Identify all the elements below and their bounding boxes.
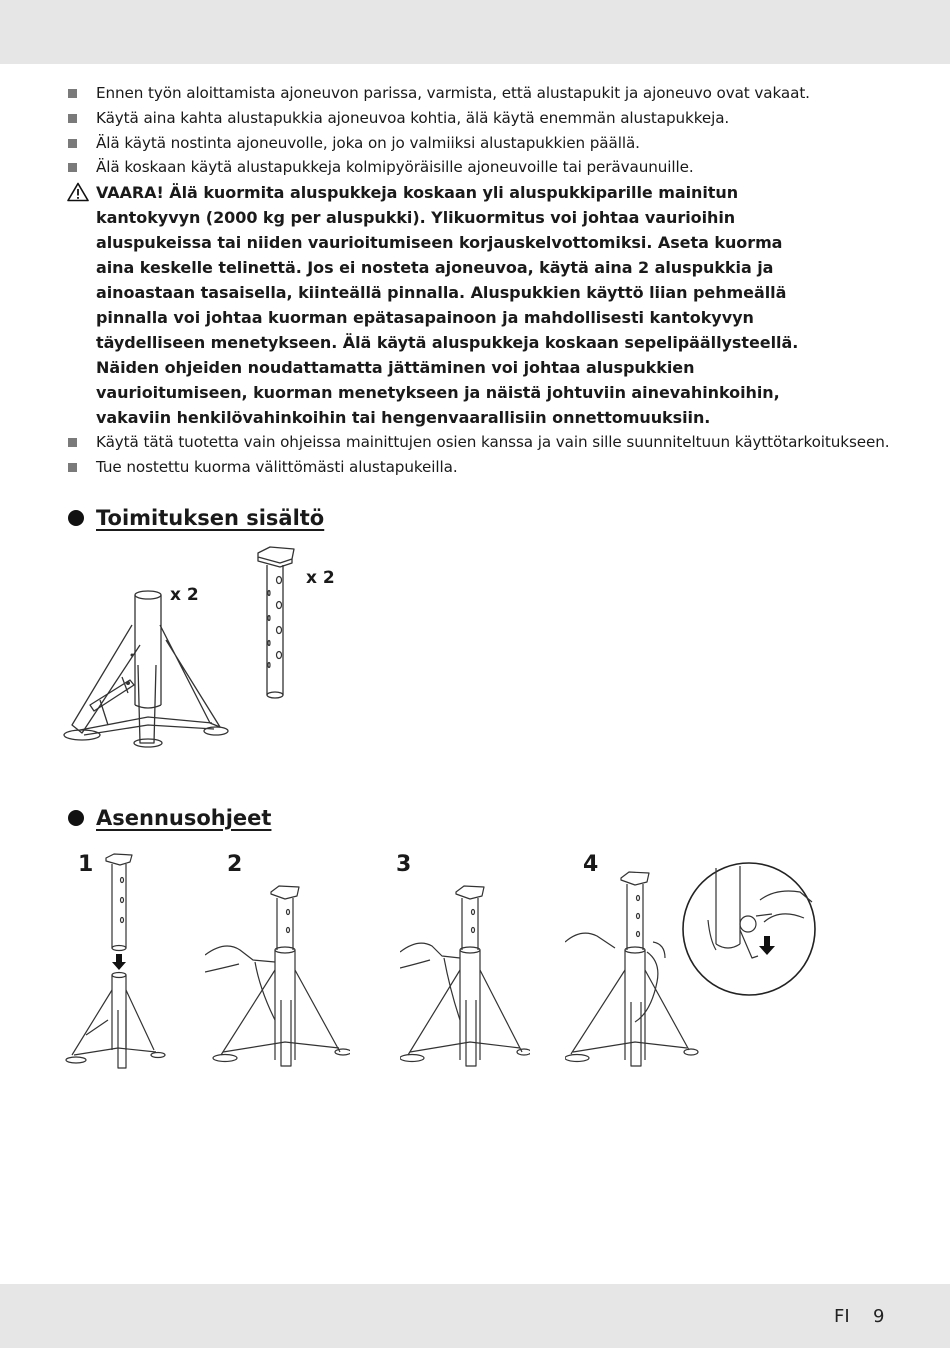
warning-line: aina keskelle telinettä. Jos ei nosteta ajoneuvoa, käytä aina 2 aluspukkia ja [96, 258, 774, 278]
warning-line: VAARA! Älä kuormita aluspukkeja koskaan yli aluspukkiparille mainitun [96, 183, 739, 203]
warning-line: pinnalla voi johtaa kuorman epätasapainoon ja mahdollisesti kantokyvyn [96, 308, 754, 328]
step-number: 3 [396, 852, 412, 877]
list-item: Tue nostettu kuorma välittömästi alustapukeilla. [68, 455, 898, 480]
warning-triangle-icon [67, 182, 89, 202]
section-heading-assembly [68, 806, 271, 830]
list-item: Ennen työn aloittamista ajoneuvon parissa, varmista, että alustapukit ja ajoneuvo ovat vakaat. [68, 81, 898, 106]
step-3-illustration [400, 880, 530, 1070]
list-item: Käytä aina kahta alustapukkia ajoneuvoa kohtia, älä käytä enemmän alustapukkeja. [68, 106, 898, 131]
bullet-square-icon [68, 139, 77, 148]
step-number: 4 [583, 852, 599, 877]
footer-band [0, 1284, 950, 1348]
section-title: Asennusohjeet [96, 806, 272, 830]
jack-stand-column-illustration [250, 545, 300, 705]
warning-line: vaurioitumiseen, kuorman menetykseen ja näistä johtuviin ainevahinkoihin, [96, 383, 780, 403]
jack-stand-base-illustration [60, 585, 230, 750]
bullet-square-icon [68, 163, 77, 172]
section-dot-icon [68, 510, 84, 526]
quantity-label: x 2 [306, 568, 335, 588]
list-item: Älä koskaan käytä alustapukkeja kolmipyöräisille ajoneuvoille tai perävaunuille. [68, 155, 898, 180]
language-code: FI [834, 1306, 850, 1327]
page-number: 9 [873, 1306, 885, 1327]
header-band [0, 0, 950, 64]
warning-line: ainoastaan tasaisella, kiinteällä pinnalla. Aluspukkien käyttö liian pehmeällä [96, 283, 787, 303]
quantity-label: x 2 [170, 585, 199, 605]
list-item: Käytä tätä tuotetta vain ohjeissa mainittujen osien kanssa ja vain sille suunniteltuun käyttötarkoitukseen. [68, 430, 898, 455]
step-1-illustration [62, 850, 172, 1070]
bullet-square-icon [68, 89, 77, 98]
list-item: Älä käytä nostinta ajoneuvolle, joka on jo valmiiksi alustapukkien päällä. [68, 131, 898, 156]
bullet-square-icon [68, 438, 77, 447]
warning-line: kantokyvyn (2000 kg per aluspukki). Ylikuormitus voi johtaa vaurioihin [96, 208, 736, 228]
warning-line: täydelliseen menetykseen. Älä käytä aluspukkeja koskaan sepelipäällysteellä. [96, 333, 799, 353]
warning-line: vakaviin henkilövahinkoihin tai hengenvaarallisiin onnettomuuksiin. [96, 408, 711, 428]
section-dot-icon [68, 810, 84, 826]
section-title: Toimituksen sisältö [96, 506, 325, 530]
step-2-illustration [205, 880, 350, 1070]
step-number: 1 [78, 852, 94, 877]
step-number: 2 [227, 852, 243, 877]
pin-detail-illustration [680, 860, 818, 998]
warning-line: aluspukeissa tai niiden vaurioitumiseen korjauskelvottomiksi. Aseta kuorma [96, 233, 783, 253]
danger-warning [68, 180, 898, 430]
bullet-square-icon [68, 114, 77, 123]
bullet-square-icon [68, 463, 77, 472]
warning-line: Näiden ohjeiden noudattamatta jättäminen voi johtaa aluspukkien [96, 358, 695, 378]
safety-content [68, 81, 898, 480]
section-heading-contents [68, 506, 324, 530]
